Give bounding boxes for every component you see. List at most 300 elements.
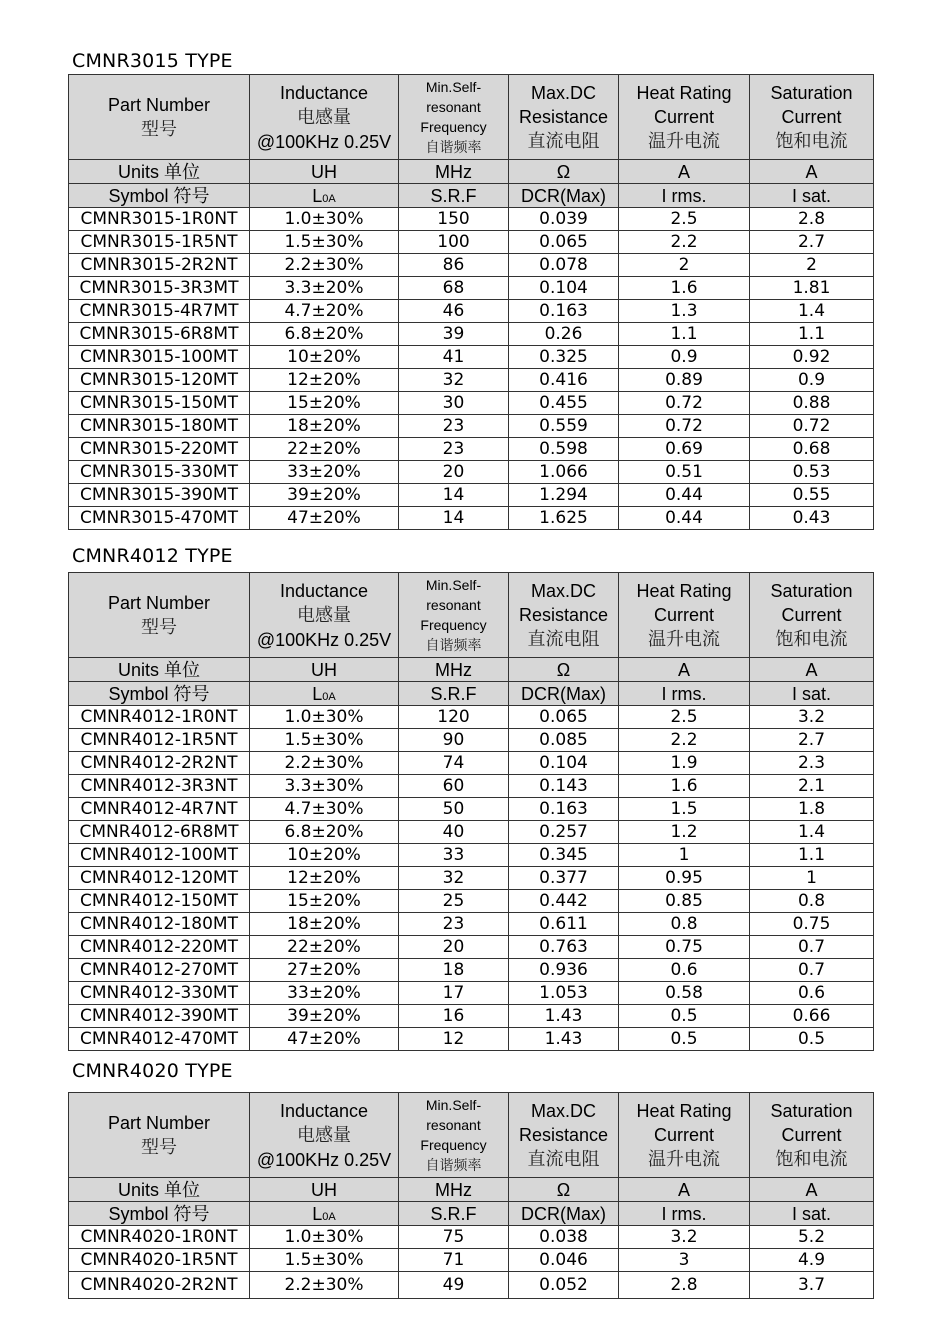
cell-text: 22±20% xyxy=(287,438,361,459)
cell-text: Ω xyxy=(556,161,571,182)
header-dcr xyxy=(509,75,619,160)
table-cell xyxy=(619,277,750,300)
table-cell xyxy=(399,254,509,277)
cell-text: 10±20% xyxy=(287,346,361,367)
cell-text: 1.5±30% xyxy=(284,1249,364,1270)
cell-text: 10±20% xyxy=(287,844,361,865)
cell-text: Saturation xyxy=(770,1100,853,1121)
table-row xyxy=(69,752,874,775)
cell-text: 0.7 xyxy=(797,959,826,980)
table-cell xyxy=(69,254,250,277)
cell-text: CMNR4012-2R2NT xyxy=(80,752,238,773)
cell-text: CMNR3015-150MT xyxy=(80,392,238,413)
table-cell xyxy=(69,844,250,867)
cell-text: 0.598 xyxy=(539,438,588,459)
header-part-number xyxy=(69,75,250,160)
cell-text: 3.7 xyxy=(797,1274,826,1295)
cell-text: 1.2 xyxy=(670,821,698,842)
table-cell xyxy=(250,844,399,867)
cell-text: I rms. xyxy=(661,1203,707,1224)
cell-text: CMNR3015-3R3MT xyxy=(79,277,239,298)
cell-text: DCR(Max) xyxy=(521,185,606,206)
table-cell xyxy=(750,346,874,369)
cell-text: Max.DC xyxy=(530,82,596,103)
table-cell xyxy=(619,890,750,913)
cell-text: 60 xyxy=(442,775,465,796)
cell-text: 1.43 xyxy=(544,1028,583,1049)
unit-cell xyxy=(399,1178,509,1202)
table-cell xyxy=(619,1226,750,1249)
table-cell xyxy=(399,1226,509,1249)
table-cell xyxy=(750,982,874,1005)
cell-text: 3.2 xyxy=(670,1226,698,1247)
cell-text: 120 xyxy=(437,706,470,727)
cell-text: 4.7±20% xyxy=(284,300,364,321)
cell-text: S.R.F xyxy=(430,1203,477,1224)
table-cell xyxy=(250,867,399,890)
cell-text: 型号 xyxy=(141,616,177,638)
cell-text: 0.559 xyxy=(539,415,588,436)
table-cell xyxy=(399,913,509,936)
cell-text: Min.Self- xyxy=(425,78,482,95)
table-cell xyxy=(250,1028,399,1051)
cell-text: CMNR3015-100MT xyxy=(80,346,238,367)
unit-cell xyxy=(750,658,874,682)
cell-text: 1.43 xyxy=(544,1005,583,1026)
table-row xyxy=(69,1005,874,1028)
table-cell xyxy=(399,392,509,415)
cell-text: 0.51 xyxy=(665,461,703,482)
table-cell xyxy=(750,1249,874,1272)
unit-cell xyxy=(250,658,399,682)
cell-text: CMNR4012-100MT xyxy=(80,844,238,865)
table-cell xyxy=(69,706,250,729)
symbol-cell xyxy=(509,184,619,208)
table-cell xyxy=(509,231,619,254)
cell-text: 75 xyxy=(442,1226,465,1247)
cell-text: 0.763 xyxy=(539,936,588,957)
cell-text: CMNR4012-1R5NT xyxy=(80,729,238,750)
cell-text: 1.81 xyxy=(792,277,831,298)
table-cell xyxy=(619,867,750,890)
table-cell xyxy=(509,392,619,415)
units-label xyxy=(69,1178,250,1202)
cell-text: 18±20% xyxy=(287,415,361,436)
table-cell xyxy=(69,729,250,752)
header-dcr xyxy=(509,573,619,658)
table-cell xyxy=(509,890,619,913)
header-srf xyxy=(399,573,509,658)
cell-text: 0.377 xyxy=(539,867,588,888)
table-cell xyxy=(750,507,874,530)
cell-text: 2 xyxy=(806,254,817,275)
cell-text: 1.5 xyxy=(670,798,698,819)
table-cell xyxy=(619,1272,750,1299)
cell-text: Resistance xyxy=(518,106,609,127)
table-cell xyxy=(250,936,399,959)
cell-text: 6.8±20% xyxy=(284,821,364,842)
cell-text: 0.55 xyxy=(792,484,831,505)
table-cell xyxy=(509,461,619,484)
table-cell xyxy=(250,323,399,346)
cell-text: 2.2 xyxy=(670,231,698,252)
symbol-cell xyxy=(509,682,619,706)
table-row xyxy=(69,461,874,484)
cell-text: S.R.F xyxy=(430,185,477,206)
cell-text: 0A xyxy=(322,690,336,703)
cell-text: 0.5 xyxy=(797,1028,826,1049)
table-cell xyxy=(509,936,619,959)
cell-text: 1.1 xyxy=(670,323,698,344)
table-cell xyxy=(250,208,399,231)
cell-text: 自谐频率 xyxy=(425,1157,482,1174)
symbol-cell xyxy=(750,1202,874,1226)
cell-text: CMNR4012-1R0NT xyxy=(80,706,238,727)
cell-text: Frequency xyxy=(420,1136,487,1153)
cell-text: 0.442 xyxy=(539,890,588,911)
cell-text: MHz xyxy=(435,659,472,680)
cell-text: Min.Self- xyxy=(425,576,482,593)
cell-text: CMNR4012-330MT xyxy=(80,982,238,1003)
table-cell xyxy=(619,1005,750,1028)
cell-text: Current xyxy=(781,1124,842,1145)
table-cell xyxy=(619,231,750,254)
cell-text: 0.89 xyxy=(665,369,703,390)
cell-text: Resistance xyxy=(518,604,609,625)
table-row xyxy=(69,959,874,982)
cell-text: A xyxy=(677,659,690,680)
table-row xyxy=(69,821,874,844)
table-cell xyxy=(750,844,874,867)
cell-text: 0.75 xyxy=(792,913,831,934)
unit-cell xyxy=(509,658,619,682)
unit-cell xyxy=(750,160,874,184)
table-cell xyxy=(750,231,874,254)
unit-cell xyxy=(250,160,399,184)
table-row xyxy=(69,1028,874,1051)
table-cell xyxy=(69,1226,250,1249)
table-cell xyxy=(750,729,874,752)
cell-text: 71 xyxy=(442,1249,465,1270)
header-part-number xyxy=(69,1093,250,1178)
cell-text: 饱和电流 xyxy=(775,130,848,152)
table-cell xyxy=(250,415,399,438)
cell-text: 直流电阻 xyxy=(527,130,600,152)
cell-text: CMNR3015-220MT xyxy=(80,438,238,459)
table-cell xyxy=(509,415,619,438)
symbol-cell xyxy=(619,1202,750,1226)
cell-text: UH xyxy=(311,161,337,182)
cell-text: Heat Rating xyxy=(636,580,732,601)
table-cell xyxy=(750,277,874,300)
table-cell xyxy=(250,300,399,323)
table-cell xyxy=(619,982,750,1005)
cell-text: 0.95 xyxy=(665,867,703,888)
cell-text: 32 xyxy=(442,867,465,888)
cell-text: CMNR4012-4R7NT xyxy=(80,798,238,819)
cell-text: 33±20% xyxy=(287,461,361,482)
cell-text: CMNR3015-390MT xyxy=(80,484,238,505)
cell-text: 0.69 xyxy=(665,438,703,459)
table-cell xyxy=(250,392,399,415)
table-cell xyxy=(509,844,619,867)
cell-text: 86 xyxy=(442,254,465,275)
header-row xyxy=(69,573,874,658)
cell-text: 0.085 xyxy=(539,729,588,750)
table-cell xyxy=(750,438,874,461)
table-cell xyxy=(750,752,874,775)
units-row xyxy=(69,1178,874,1202)
table-cell xyxy=(250,752,399,775)
cell-text: 0.72 xyxy=(665,415,703,436)
table-cell xyxy=(69,415,250,438)
cell-text: Current xyxy=(653,604,715,625)
cell-text: 型号 xyxy=(141,118,177,140)
table-cell xyxy=(509,1028,619,1051)
cell-text: CMNR3015-180MT xyxy=(80,415,238,436)
cell-text: 0.038 xyxy=(539,1226,588,1247)
cell-text: 0.143 xyxy=(539,775,588,796)
table-cell xyxy=(750,1226,874,1249)
cell-text: 2.2±30% xyxy=(284,1274,364,1295)
table-cell xyxy=(69,1028,250,1051)
table-cell xyxy=(69,913,250,936)
cell-text: 1.625 xyxy=(539,507,588,528)
cell-text: Frequency xyxy=(420,118,487,135)
cell-text: 0.163 xyxy=(539,300,588,321)
cell-text: 1.0±30% xyxy=(284,706,364,727)
cell-text: 3 xyxy=(678,1249,690,1270)
cell-text: 0.455 xyxy=(539,392,588,413)
cell-text: Saturation xyxy=(770,580,853,601)
table-cell xyxy=(750,254,874,277)
cell-text: 0.345 xyxy=(539,844,588,865)
cell-text: DCR(Max) xyxy=(521,683,606,704)
symbol-cell xyxy=(399,682,509,706)
table-cell xyxy=(399,1028,509,1051)
cell-text: A xyxy=(677,161,690,182)
cell-text: Symbol 符号 xyxy=(108,1203,210,1224)
cell-text: L xyxy=(312,1203,323,1224)
table-cell xyxy=(250,982,399,1005)
cell-text: A xyxy=(805,1179,818,1200)
cell-text: 0A xyxy=(322,192,336,205)
cell-text: A xyxy=(805,659,818,680)
cell-text: 电感量 xyxy=(297,604,351,626)
table-cell xyxy=(750,867,874,890)
table-cell xyxy=(250,821,399,844)
table-cell xyxy=(619,936,750,959)
cell-text: 0.26 xyxy=(544,323,583,344)
table-cell xyxy=(250,706,399,729)
cell-text: 39 xyxy=(442,323,465,344)
cell-text: CMNR3015-4R7MT xyxy=(79,300,239,321)
table-cell xyxy=(750,1028,874,1051)
table-cell xyxy=(619,729,750,752)
cell-text: 2.5 xyxy=(670,208,698,229)
cell-text: Current xyxy=(653,1124,715,1145)
cell-text: CMNR3015-6R8MT xyxy=(79,323,239,344)
table-cell xyxy=(509,821,619,844)
table-cell xyxy=(69,231,250,254)
cell-text: 0.43 xyxy=(792,507,831,528)
table-row xyxy=(69,231,874,254)
cell-text: 温升电流 xyxy=(648,1148,720,1170)
table-cell xyxy=(509,507,619,530)
table-row xyxy=(69,369,874,392)
table-cell xyxy=(750,775,874,798)
table-cell xyxy=(750,890,874,913)
table-row xyxy=(69,1226,874,1249)
cell-text: 3.3±30% xyxy=(284,775,364,796)
cell-text: 0.052 xyxy=(539,1274,588,1295)
symbol-cell xyxy=(619,682,750,706)
cell-text: 0.66 xyxy=(792,1005,831,1026)
table-cell xyxy=(750,369,874,392)
table-row xyxy=(69,277,874,300)
cell-text: 33±20% xyxy=(287,982,361,1003)
cell-text: CMNR4020-2R2NT xyxy=(80,1274,238,1295)
cell-text: I rms. xyxy=(661,185,707,206)
cell-text: 1.4 xyxy=(797,300,826,321)
table-cell xyxy=(69,438,250,461)
cell-text: Units 单位 xyxy=(117,1179,200,1200)
cell-text: 2.1 xyxy=(797,775,826,796)
table-cell xyxy=(509,323,619,346)
cell-text: 15±20% xyxy=(287,890,361,911)
table-cell xyxy=(69,821,250,844)
cell-text: 25 xyxy=(442,890,465,911)
table-cell xyxy=(69,1005,250,1028)
cell-text: 15±20% xyxy=(287,392,361,413)
symbol-cell xyxy=(750,184,874,208)
cell-text: 型号 xyxy=(141,1136,177,1158)
cell-text: 0.9 xyxy=(797,369,826,390)
cell-text: 12±20% xyxy=(287,369,361,390)
table-cell xyxy=(509,254,619,277)
symbol-cell xyxy=(399,184,509,208)
cell-text: 0.85 xyxy=(665,890,703,911)
cell-text: Saturation xyxy=(770,82,853,103)
table-cell xyxy=(509,982,619,1005)
cell-text: 20 xyxy=(442,936,465,957)
table-row xyxy=(69,300,874,323)
header-dcr xyxy=(509,1093,619,1178)
table-cell xyxy=(399,982,509,1005)
cell-text: 2.5 xyxy=(670,706,698,727)
cell-text: 1.053 xyxy=(539,982,588,1003)
table-row xyxy=(69,1249,874,1272)
table-cell xyxy=(399,277,509,300)
cell-text: 电感量 xyxy=(297,106,351,128)
cell-text: 1 xyxy=(678,844,690,865)
cell-text: @100KHz 0.25V xyxy=(256,629,392,650)
header-part-number xyxy=(69,573,250,658)
cell-text: 自谐频率 xyxy=(425,637,482,654)
cell-text: 30 xyxy=(442,392,465,413)
table-cell xyxy=(399,208,509,231)
table-cell xyxy=(250,1005,399,1028)
cell-text: I sat. xyxy=(791,1203,831,1224)
table-cell xyxy=(250,277,399,300)
table-cell xyxy=(69,752,250,775)
cell-text: 0.75 xyxy=(665,936,703,957)
cell-text: @100KHz 0.25V xyxy=(256,1149,392,1170)
table-cell xyxy=(399,752,509,775)
cell-text: 17 xyxy=(442,982,465,1003)
table-cell xyxy=(250,438,399,461)
cell-text: 0.44 xyxy=(665,507,703,528)
unit-cell xyxy=(509,160,619,184)
header-srf xyxy=(399,1093,509,1178)
table-cell xyxy=(399,438,509,461)
table-cell xyxy=(619,775,750,798)
cell-text: 40 xyxy=(442,821,465,842)
cell-text: 1.1 xyxy=(797,844,826,865)
table-cell xyxy=(509,775,619,798)
cell-text: 46 xyxy=(442,300,465,321)
table-cell xyxy=(399,461,509,484)
cell-text: 饱和电流 xyxy=(775,1148,848,1170)
cell-text: CMNR3015-470MT xyxy=(80,507,238,528)
table-cell xyxy=(69,1249,250,1272)
table-cell xyxy=(250,1272,399,1299)
table-row xyxy=(69,1272,874,1299)
symbol-row xyxy=(69,1202,874,1226)
cell-text: CMNR3015-1R0NT xyxy=(80,208,238,229)
cell-text: 0.58 xyxy=(665,982,703,1003)
cell-text: 14 xyxy=(442,507,465,528)
cell-text: 0.6 xyxy=(670,959,698,980)
table-cell xyxy=(509,729,619,752)
units-label xyxy=(69,658,250,682)
cell-text: 1.6 xyxy=(670,277,698,298)
table-cell xyxy=(69,323,250,346)
symbol-cell xyxy=(750,682,874,706)
cell-text: 0.163 xyxy=(539,798,588,819)
table-cell xyxy=(619,798,750,821)
table-cell xyxy=(509,1226,619,1249)
cell-text: 0.7 xyxy=(797,936,826,957)
cell-text: Resistance xyxy=(518,1124,609,1145)
table-cell xyxy=(750,798,874,821)
table-cell xyxy=(509,277,619,300)
cell-text: 饱和电流 xyxy=(775,628,848,650)
table-cell xyxy=(750,936,874,959)
cell-text: 0.611 xyxy=(539,913,588,934)
cell-text: 27±20% xyxy=(287,959,361,980)
cell-text: 0.104 xyxy=(539,752,588,773)
section-title-cmnr3015: CMNR3015 TYPE xyxy=(72,50,233,72)
table-cell xyxy=(509,1272,619,1299)
table-cell xyxy=(619,369,750,392)
cell-text: 18±20% xyxy=(287,913,361,934)
table-row xyxy=(69,415,874,438)
table-cell xyxy=(399,300,509,323)
cell-text: CMNR4020-1R5NT xyxy=(80,1249,238,1270)
cell-text: 2.8 xyxy=(797,208,826,229)
cell-text: Current xyxy=(781,604,842,625)
cell-text: 0.88 xyxy=(792,392,831,413)
table-cell xyxy=(750,821,874,844)
cell-text: 0.325 xyxy=(539,346,588,367)
cell-text: UH xyxy=(311,659,337,680)
table-cell xyxy=(69,208,250,231)
table-cell xyxy=(399,890,509,913)
cell-text: 0.6 xyxy=(797,982,826,1003)
table-cell xyxy=(399,775,509,798)
table-cell xyxy=(509,867,619,890)
